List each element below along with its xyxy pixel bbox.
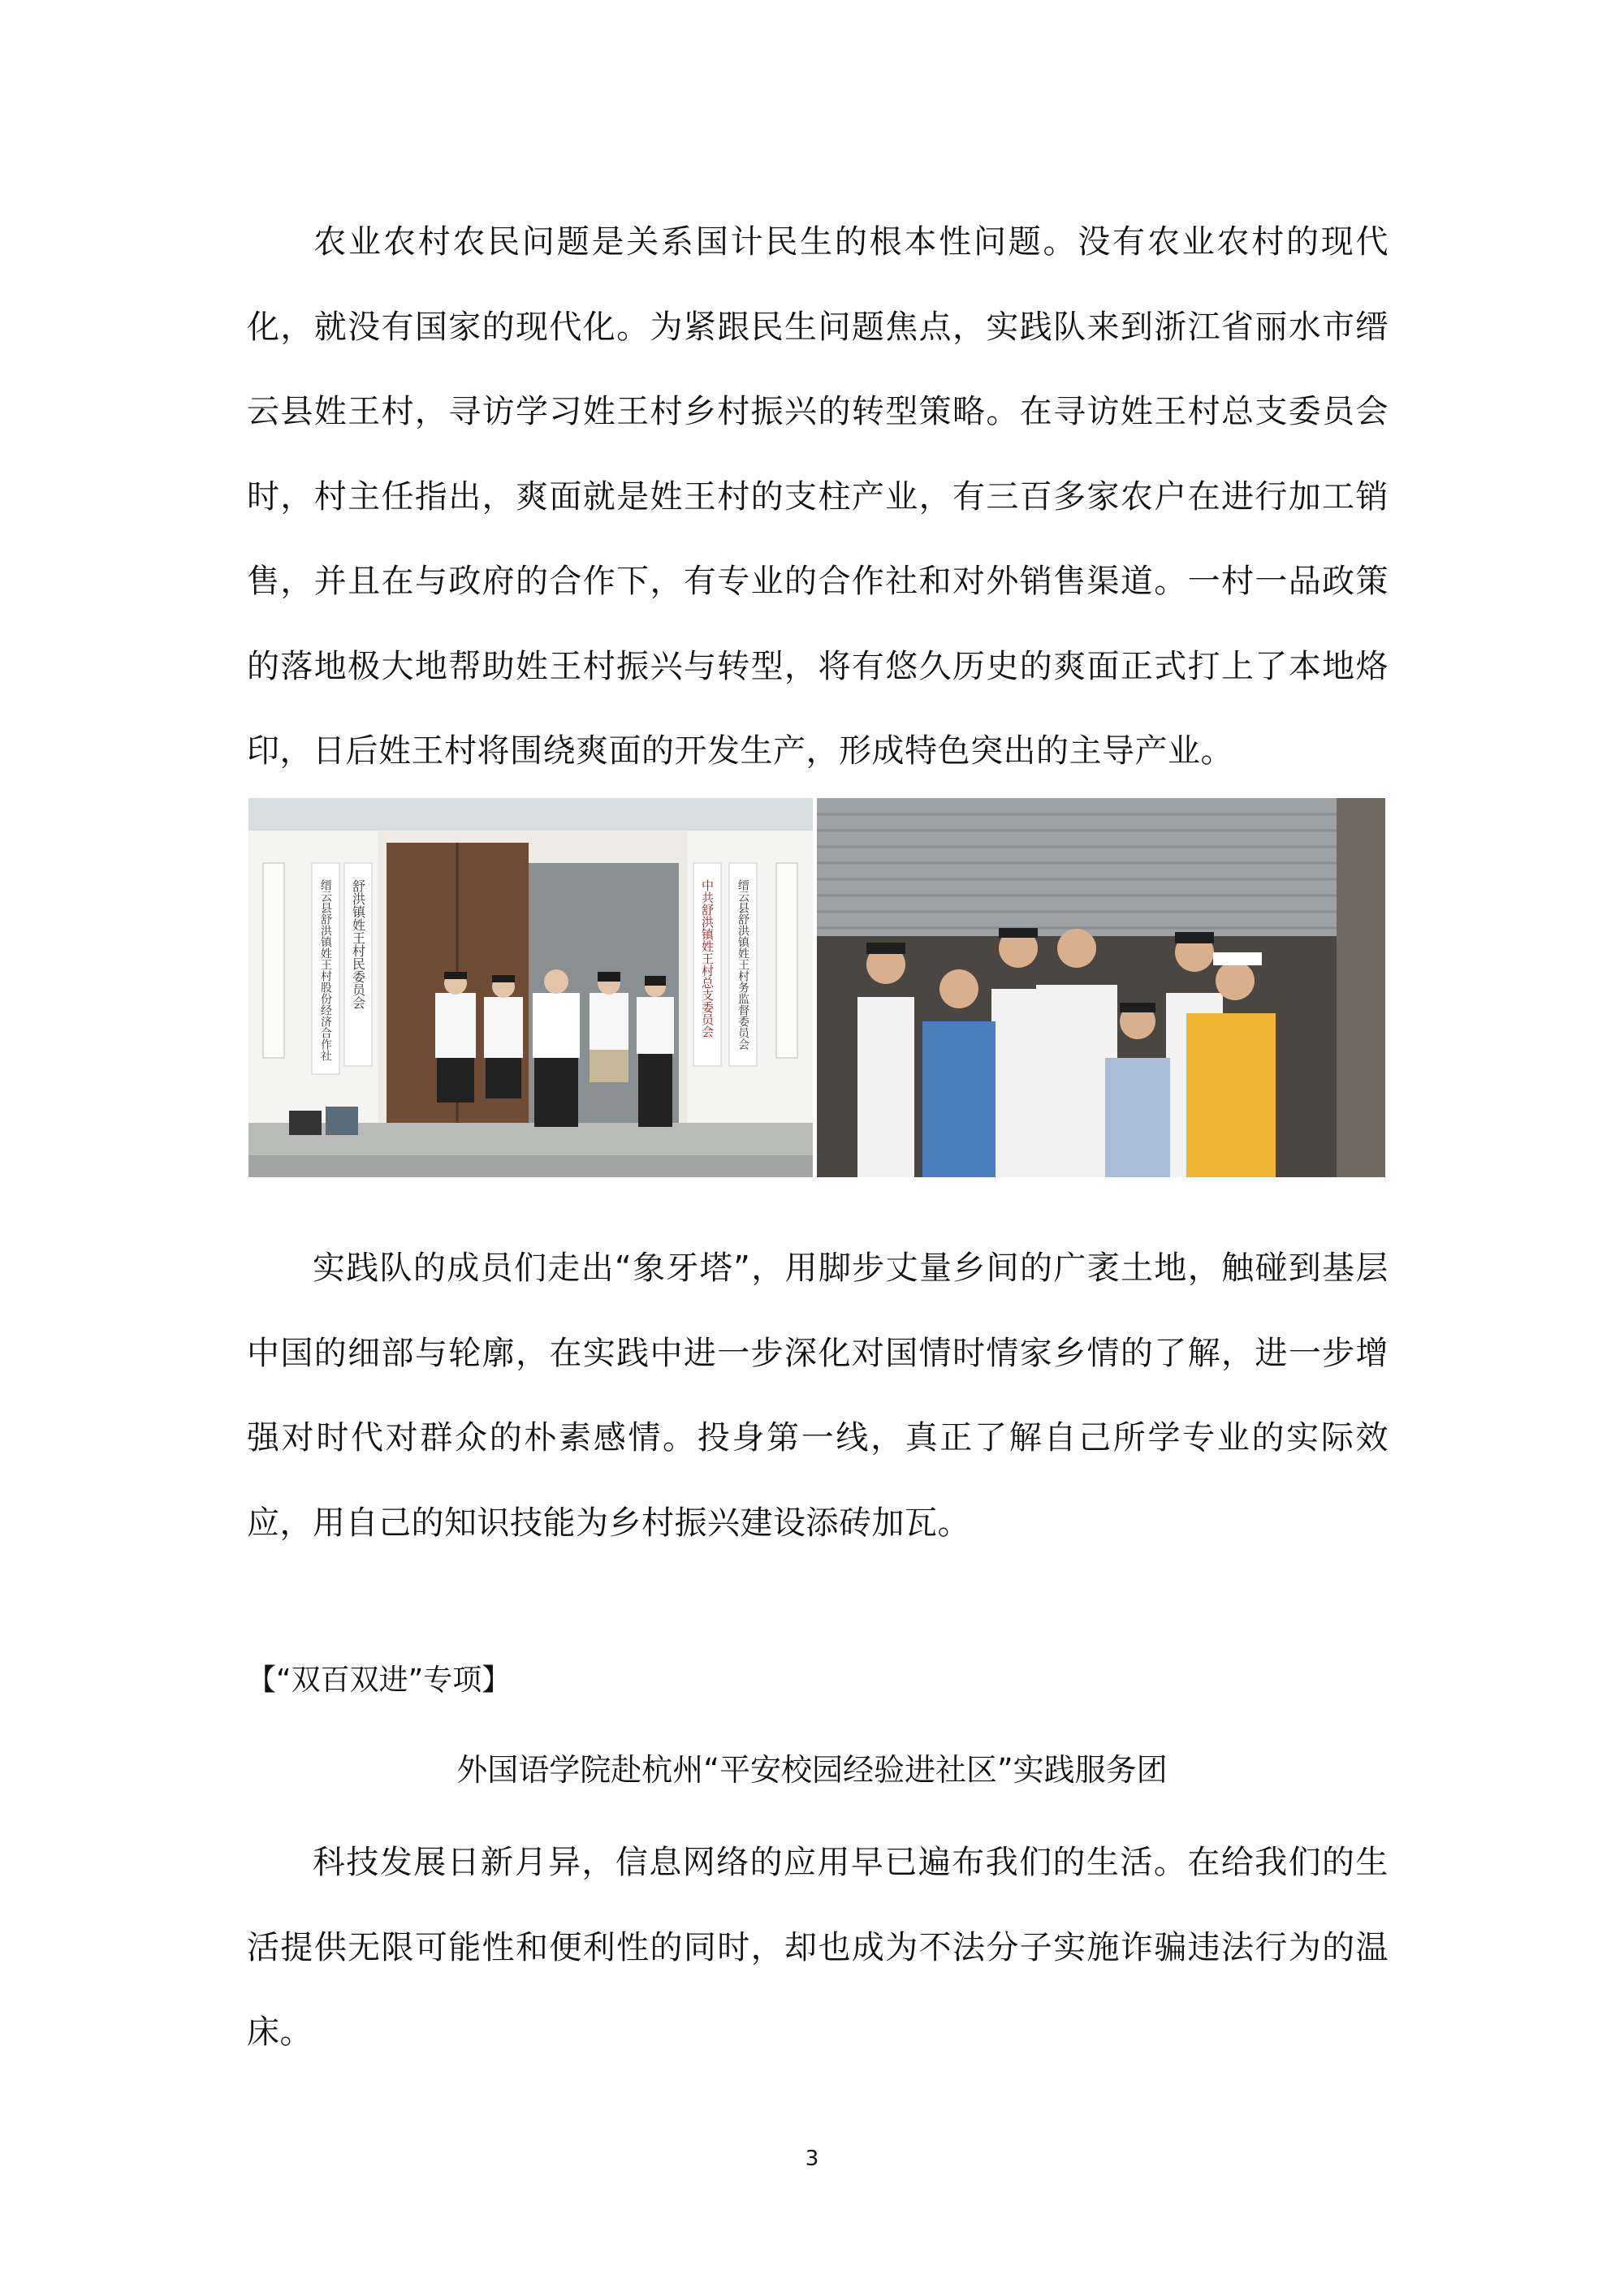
photo-villagers-group [817, 798, 1385, 1177]
section-tag: 【“双百双进”专项】 [247, 1664, 512, 1697]
page-number: 3 [805, 2147, 819, 2171]
village-committee-photo-illustration [248, 798, 813, 1177]
sign-party-committee: 中共舒洪镇姓王村总支委员会 [700, 879, 715, 1038]
villagers-photo-illustration [817, 798, 1385, 1177]
section-subtitle: 外国语学院赴杭州“平安校园经验进社区”实践服务团 [456, 1752, 1168, 1788]
paragraph-technology: 科技发展日新月异，信息网络的应用早已遍布我们的生活。在给我们的生活提供无限可能性和便利性的同时，却也成为不法分子实施诈骗违法行为的温床。 [247, 1844, 1389, 2051]
photo-row [248, 798, 1385, 1177]
sign-supervision-committee: 缙云县舒洪镇姓王村务监督委员会 [736, 879, 749, 1050]
sign-villager-committee: 舒洪镇姓王村民委员会 [350, 879, 366, 1009]
paragraph-practice-reflection: 实践队的成员们走出“象牙塔”，用脚步丈量乡间的广袤土地，触碰到基层中国的细部与轮廓，在实践中进一步深化对国情时情家乡情的了解，进一步增强对时代对群众的朴素感情。投身第一线，真正了解自己所学专业的实际效应，用自己的知识技能为乡村振兴建设添砖加瓦。 [247, 1249, 1389, 1542]
paragraph-rural-revitalization: 农业农村农民问题是关系国计民生的根本性问题。没有农业农村的现代化，就没有国家的现代化。为紧跟民生问题焦点，实践队来到浙江省丽水市缙云县姓王村，寻访学习姓王村乡村振兴的转型策略。在寻访姓王村总支委员会时，村主任指出，爽面就是姓王村的支柱产业，有三百多家农户在进行加工销售，并且在与政府的合作下，有专业的合作社和对外销售渠道。一村一品政策的落地极大地帮助姓王村振兴与转型，将有悠久历史的爽面正式打上了本地烙印，日后姓王村将围绕爽面的开发生产，形成特色突出的主导产业。 [247, 223, 1389, 770]
photo-village-committee-group [248, 798, 813, 1177]
sign-cooperative: 缙云县舒洪镇姓王村股份经济合作社 [319, 879, 332, 1061]
